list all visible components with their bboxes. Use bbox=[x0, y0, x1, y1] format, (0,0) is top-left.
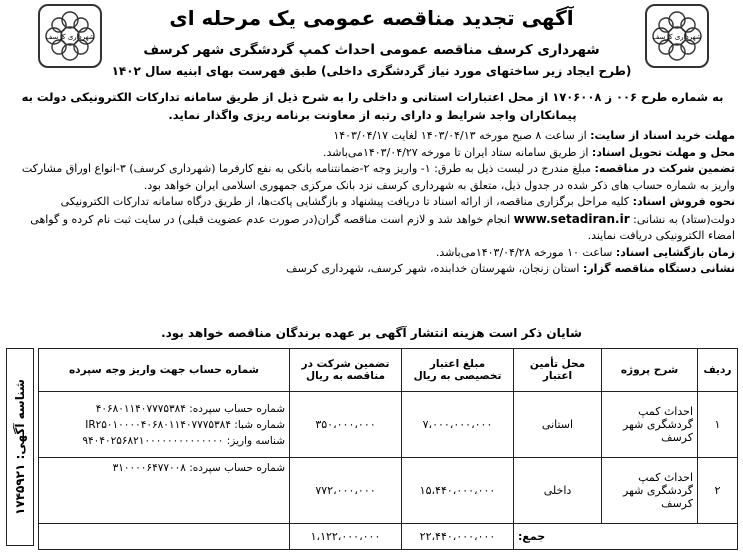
cell-budget: ۷،۰۰۰،۰۰۰،۰۰۰ bbox=[402, 392, 514, 458]
publication-cost-note: شایان ذکر است هزینه انتشار آگهی بر عهده برندگان مناقصه خواهد بود. bbox=[161, 326, 582, 340]
notice-subtitle: شهرداری کرسف مناقصه عمومی احداث کمپ گردشگری شهر کرسف bbox=[143, 42, 600, 58]
total-guarantee: ۱،۱۲۲،۰۰۰،۰۰۰ bbox=[290, 524, 402, 550]
ad-id: شناسه آگهی: ۱۷۴۵۹۲۱ bbox=[13, 379, 27, 515]
header-project: شرح پروژه bbox=[602, 349, 698, 392]
municipality-logo-right bbox=[645, 4, 709, 68]
total-empty-cell bbox=[39, 524, 290, 550]
municipality-logo-left bbox=[38, 4, 102, 68]
opening-label: زمان بازگشایی اسناد: bbox=[615, 245, 735, 259]
header-budget: مبلغ اعتبار تخصیصی به ریال bbox=[402, 349, 514, 392]
sale-line bbox=[7, 194, 735, 245]
logo-text: شهرداری کرسف bbox=[45, 33, 95, 41]
cell-source: استانی bbox=[514, 392, 602, 458]
delivery-text: از طریق سامانه ستاد ایران تا مورخه ۱۴۰۳/۰۴/۲۷می‌باشد. bbox=[322, 145, 589, 159]
sale-label: نحوه فروش اسناد: bbox=[632, 195, 735, 208]
cell-account bbox=[39, 392, 290, 458]
cell-row-number: ۲ bbox=[698, 458, 738, 524]
cell-source: داخلی bbox=[514, 458, 602, 524]
ad-id-box bbox=[6, 348, 34, 546]
address-line bbox=[7, 261, 735, 278]
header-account: شماره حساب جهت واریز وجه سپرده bbox=[39, 349, 290, 392]
cell-budget: ۱۵،۴۴۰،۰۰۰،۰۰۰ bbox=[402, 458, 514, 524]
table-row bbox=[39, 392, 738, 458]
sheba-number: شماره شبا: IR۲۵۰۱۰۰۰۰۴۰۶۸۰۱۱۴۰۷۷۷۵۳۸۴ bbox=[85, 418, 285, 431]
flower-emblem-icon bbox=[42, 8, 98, 64]
header-guarantee: تضمین شرکت در مناقصه به ریال bbox=[290, 349, 402, 392]
address-label: نشانی دستگاه مناقصه گزار: bbox=[582, 262, 735, 275]
total-label: جمع: bbox=[514, 524, 738, 550]
guarantee-text: مبلغ مندرج در لیست ذیل به طرق: ۱- واریز وجه ۲-ضمانتنامه بانکی به نفع کارفرما (شهرداری کرسف) ۳-انواع اوراق مشارکت واریز به شماره حساب های ذکر شده در جدول ذیل، متعلق به شهرداری کرسف نزد بانک مرکزی جمهوری اسلامی ایران خواهد بود. bbox=[21, 162, 735, 192]
cell-guarantee: ۳۵۰،۰۰۰،۰۰۰ bbox=[290, 392, 402, 458]
account-number: شماره حساب سپرده: ۳۱۰۰۰۰۶۴۷۷۰۰۸ bbox=[112, 462, 285, 474]
header-row-number: ردیف bbox=[698, 349, 738, 392]
total-budget: ۲۲،۴۴۰،۰۰۰،۰۰۰ bbox=[402, 524, 514, 550]
projects-table bbox=[38, 348, 738, 550]
delivery-line bbox=[7, 145, 735, 162]
logo-text: شهرداری کرسف bbox=[652, 33, 702, 41]
cell-project: احداث کمپ گردشگری شهر کرسف bbox=[602, 458, 698, 524]
cell-guarantee: ۷۷۲،۰۰۰،۰۰۰ bbox=[290, 458, 402, 524]
delivery-label: محل و مهلت تحویل اسناد: bbox=[591, 145, 735, 159]
opening-text: ساعت ۱۰ مورخه ۱۴۰۳/۰۴/۲۸می‌باشد. bbox=[435, 245, 613, 259]
sale-text-2: انجام خواهد شد و لازم است مناقصه گران(در صورت عدم عضویت قبلی) در سایت ثبت نام کرده و گواهی امضاء الکترونیکی دریافت نمایند. bbox=[30, 212, 735, 242]
account-number: شماره حساب سپرده: ۴۰۶۸۰۱۱۴۰۷۷۷۵۳۸۴ bbox=[95, 402, 285, 415]
doc-purchase-text: از ساعت ۸ صبح مورخه ۱۴۰۳/۰۴/۱۳ لغایت ۱۴۰۳/۰۴/۱۷ bbox=[333, 129, 587, 142]
flower-emblem-icon bbox=[649, 8, 705, 64]
table-header-row bbox=[39, 349, 738, 392]
header-source: محل تأمین اعتبار bbox=[514, 349, 602, 392]
guarantee-line bbox=[7, 161, 735, 194]
table-row bbox=[39, 458, 738, 524]
notice-body bbox=[7, 128, 735, 278]
guarantee-label: تضمین شرکت در مناقصه: bbox=[594, 162, 735, 175]
deposit-id: شناسه واریز: ۹۴۰۴۰۲۵۶۸۲۱۰۰۰۰۰۰۰۰۰۰۰۰۰۰ bbox=[82, 434, 285, 447]
notice-title: آگهی تجدید مناقصه عمومی یک مرحله ای bbox=[169, 6, 574, 30]
cell-row-number: ۱ bbox=[698, 392, 738, 458]
cell-account bbox=[39, 458, 290, 524]
opening-line bbox=[7, 245, 735, 262]
notice-subtitle-2: (طرح ایجاد زیر ساختهای مورد نیاز گردشگری داخلی) طبق فهرست بهای ابنیه سال ۱۴۰۲ bbox=[111, 64, 632, 78]
doc-purchase-line bbox=[7, 128, 735, 145]
cell-project: احداث کمپ گردشگری شهر کرسف bbox=[602, 392, 698, 458]
address-text: استان زنجان، شهرستان خدابنده، شهر کرسف، شهرداری کرسف bbox=[286, 262, 580, 275]
sale-text-1: کلیه مراحل برگزاری مناقصه، از ارائه اسناد تا دریافت پیشنهاد و بازگشایی پاکت‌ها، از طریق درگاه سامانه تدارکات الکترونیکی دولت(ستاد) به نشانی: bbox=[60, 195, 735, 226]
notice-intro: به شماره طرح ۰۰۶ ز ۱۷۰۶۰۰۸ از محل اعتبارات استانی و داخلی را به شرح ذیل از طریق سامانه تدارکات الکترونیکی دولت به پیمانکاران واجد شرایط و دارای رتبه از معاونت برنامه ریزی واگذار نماید. bbox=[21, 90, 724, 122]
setad-website-link[interactable]: www.setadiran.ir bbox=[513, 211, 630, 226]
table-total-row bbox=[39, 524, 738, 550]
doc-purchase-label: مهلت خرید اسناد از سایت: bbox=[590, 129, 735, 142]
